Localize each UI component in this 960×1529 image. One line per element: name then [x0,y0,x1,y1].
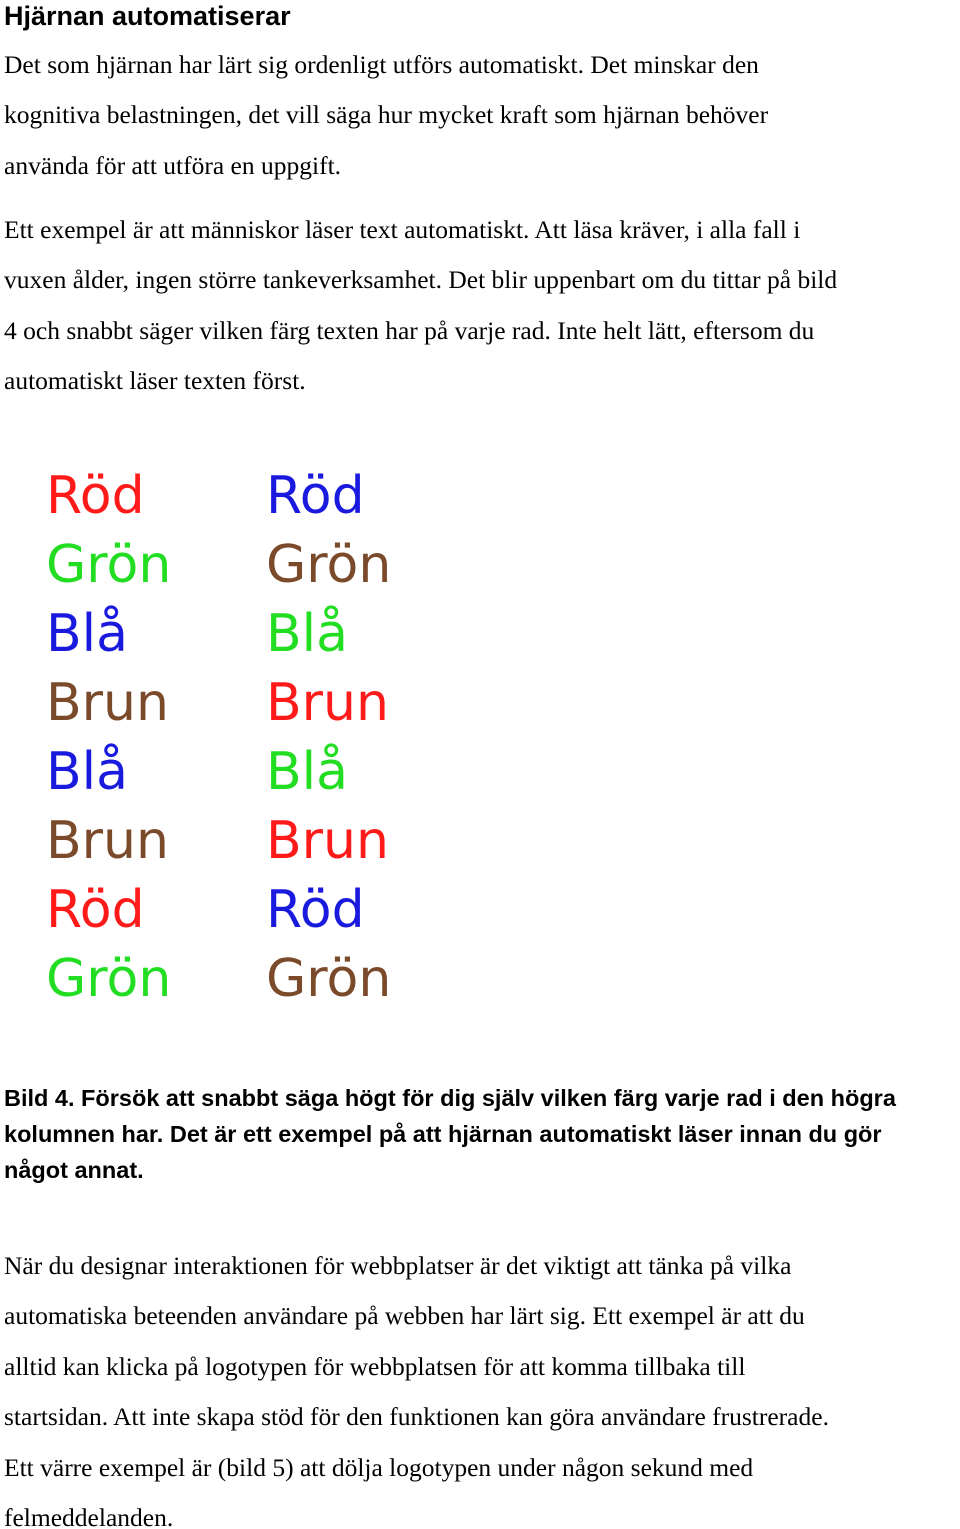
left-word: Brun [46,673,169,733]
stroop-left-column [46,462,171,1014]
left-word: Grön [46,535,172,595]
left-word: Blå [46,742,128,802]
text-line: använda för att utföra en uppgift. [4,150,342,180]
figure-caption [4,1080,960,1188]
right-word: Brun [266,673,389,733]
text-line: vuxen ålder, ingen större tankeverksamhet. Det blir uppenbart om du tittar på bild [4,265,838,295]
caption-line: kolumnen har. Det är ett exempel på att hjärnan automatiskt läser innan du gör [4,1121,882,1147]
text-line: 4 och snabbt säger vilken färg texten har på varje rad. Inte helt lätt, eftersom du [4,315,815,345]
text-line: kognitiva belastningen, det vill säga hur mycket kraft som hjärnan behöver [4,100,769,130]
caption-line: Bild 4. Försök att snabbt säga högt för dig själv vilken färg varje rad i den högra [4,1085,896,1111]
caption-line: något annat. [4,1157,144,1183]
left-word: Brun [46,811,169,871]
right-word: Röd [266,880,365,940]
text-line: startsidan. Att inte skapa stöd för den funktionen kan göra användare frustrerade. [4,1402,829,1432]
left-word: Grön [46,949,172,1009]
right-word: Röd [266,466,365,526]
intro-paragraph [4,40,960,191]
design-paragraph [4,1241,960,1529]
right-word: Brun [266,811,389,871]
right-word: Blå [266,742,348,802]
right-word: Blå [266,604,348,664]
text-line: Det som hjärnan har lärt sig ordenligt utförs automatiskt. Det minskar den [4,50,759,79]
stroop-figure [0,462,960,1062]
right-word: Grön [266,535,392,595]
section-heading: Hjärnan automatiserar [4,1,291,31]
text-line: automatiska beteenden användare på webben har lärt sig. Ett exempel är att du [4,1301,805,1331]
left-word: Röd [46,466,145,526]
left-word: Blå [46,604,128,664]
stroop-right-column [266,462,391,1014]
right-word: Grön [266,949,392,1009]
text-line: felmeddelanden. [4,1503,174,1529]
left-word: Röd [46,880,145,940]
text-line: När du designar interaktionen för webbplatser är det viktigt att tänka på vilka [4,1251,792,1280]
text-line: automatiskt läser texten först. [4,366,306,396]
example-paragraph [4,205,960,407]
text-line: alltid kan klicka på logotypen för webbplatsen för att komma tillbaka till [4,1351,746,1381]
text-line: Ett värre exempel är (bild 5) att dölja logotypen under någon sekund med [4,1452,754,1482]
text-line: Ett exempel är att människor läser text automatiskt. Att läsa kräver, i alla fall i [4,215,801,244]
